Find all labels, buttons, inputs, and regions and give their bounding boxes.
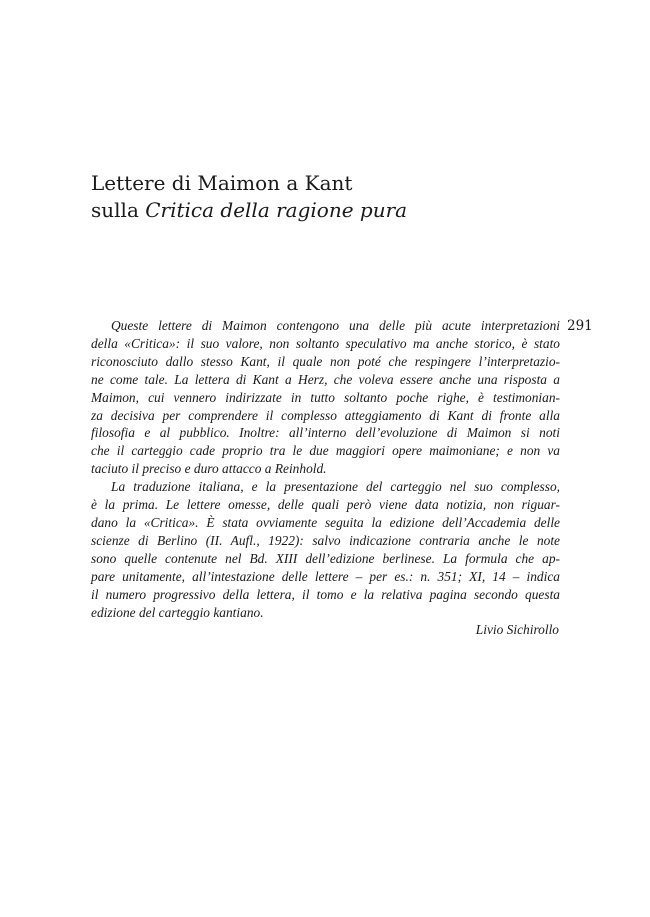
chapter-title-prefix: sulla [91,198,146,222]
text-line: sono quelle contenute nel Bd. XIII dell’edizione berlinese. La formula che ap- [91,550,560,566]
text-line: scienze di Berlino (II. Aufl., 1922): salvo indicazione contraria anche le note [91,532,560,548]
chapter-title [91,170,571,224]
chapter-title-work: Critica della ragione pura [145,198,408,222]
paragraph-2 [91,478,560,621]
text-line: edizione del carteggio kantiano. [91,604,264,620]
text-line: taciuto il preciso e duro attacco a Reinhold. [91,461,327,477]
text-line: La traduzione italiana, e la presentazione del carteggio nel suo complesso, [111,479,560,495]
text-line: pare unitamente, all’intestazione delle lettere – per es.: n. 351; XI, 14 – indica [91,568,560,584]
text-line: riconosciuto dallo stesso Kant, il quale non poté che respingere l’interpretazio- [91,353,560,369]
text-line: za decisiva per comprendere il complesso atteggiamento di Kant di fronte alla [91,407,560,423]
chapter-title-line-2 [91,197,571,224]
text-line: ne come tale. La lettera di Kant a Herz, che voleva essere anche una risposta a [91,371,560,387]
introduction-text [91,317,560,621]
chapter-title-line-1: Lettere di Maimon a Kant [91,171,353,195]
text-line: Maimon, cui vennero indirizzate in tutto soltanto poche righe, è testimonian- [91,389,560,405]
text-line: che il carteggio cade proprio tra le due maggiori opere maimoniane; e non va [91,443,560,459]
paragraph-1 [91,317,560,478]
text-line: è la prima. Le lettere omesse, delle quali però viene data notizia, non riguar- [91,497,560,513]
text-line: della «Critica»: il suo valore, non soltanto speculativo ma anche storico, è stato [91,335,560,351]
text-line: filosofia e al pubblico. Inoltre: all’interno dell’evoluzione di Maimon si noti [91,425,560,441]
author-signature: Livio Sichirollo [475,622,559,637]
text-line: dano la «Critica». È stata ovviamente seguita la edizione dell’Accademia delle [91,514,560,530]
page-number: 291 [567,318,593,334]
text-line: Queste lettere di Maimon contengono una delle più acute interpretazioni [111,318,560,333]
text-line: il numero progressivo della lettera, il tomo e la relativa pagina secondo questa [91,586,560,602]
